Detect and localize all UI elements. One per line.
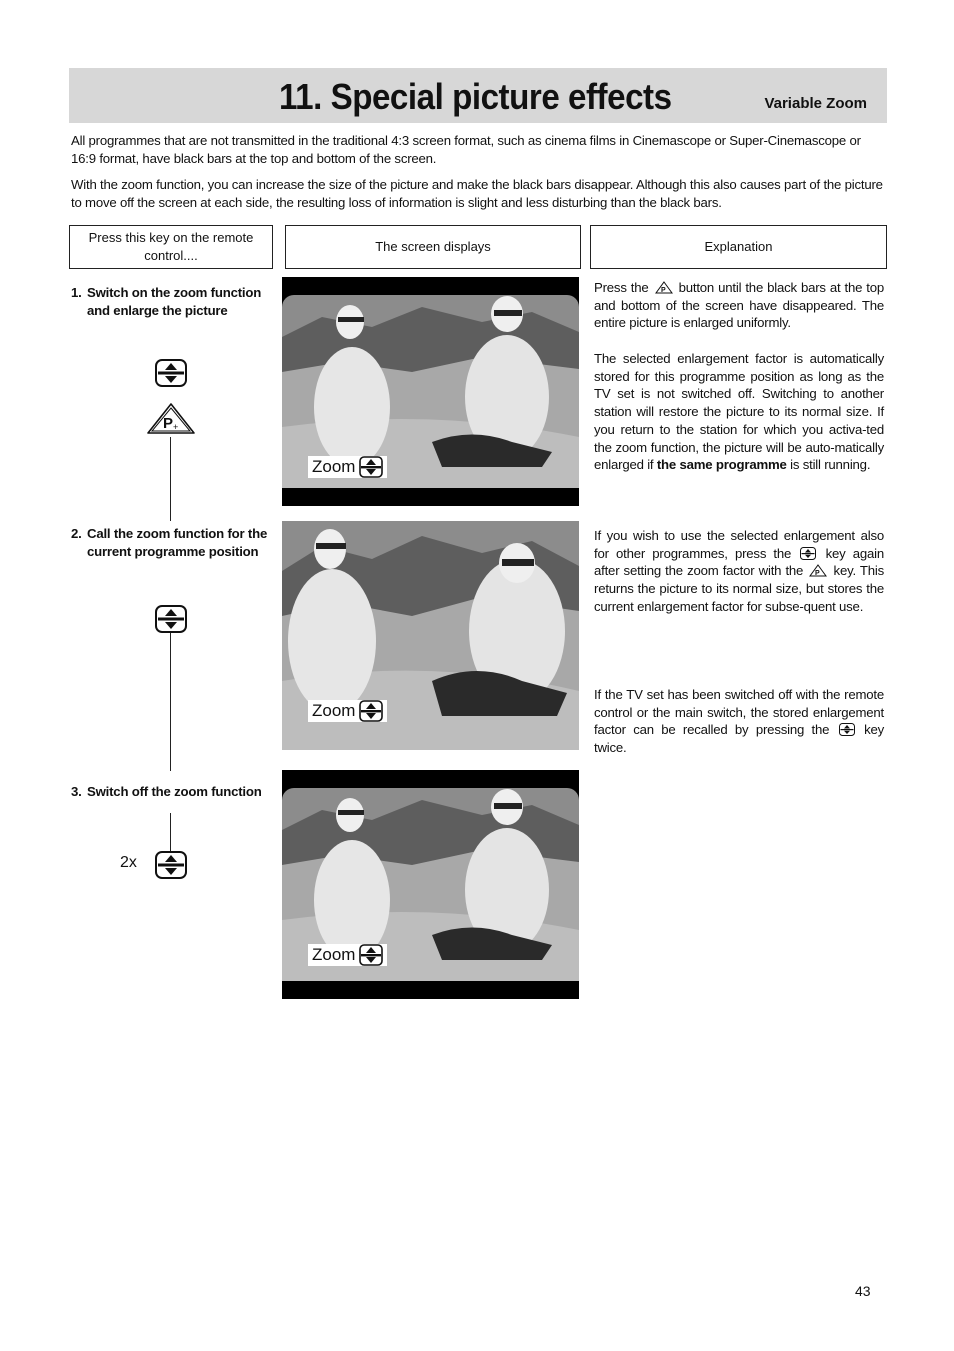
zoom-osd-text: Zoom (312, 701, 356, 720)
explanation-2-text-a: The selected enlargement factor is automatically stored for this programme position as long as the TV set is not switched off. Switching to another station will restore the picture to its normal size. If you return to the station for which you activa-ted the zoom function, the picture will be auto-matically enlarged if (594, 351, 884, 473)
zoom-osd-label (308, 944, 387, 966)
svg-text:+: + (173, 422, 179, 432)
zoom-key-icon (359, 456, 383, 478)
explanation-4 (594, 686, 884, 757)
press-twice-label: 2x (120, 854, 137, 871)
zoom-osd-text: Zoom (312, 457, 356, 476)
column-header-screen (285, 225, 581, 269)
explanation-2-text-b: is still running. (790, 457, 871, 473)
column-header-explanation (590, 225, 887, 269)
step-1-connector (170, 437, 171, 521)
explanation-3 (594, 527, 884, 616)
explanation-3-text-b: key again after setting the zoom factor with the (594, 545, 885, 579)
svg-text:P: P (163, 415, 174, 432)
step-2-connector (170, 633, 171, 771)
step-1-text: Switch on the zoom function and enlarge the picture (87, 285, 262, 318)
programme-up-key-icon (809, 564, 827, 577)
zoom-key-icon (155, 851, 187, 879)
zoom-osd-label (308, 456, 387, 478)
step-3-text: Switch off the zoom function (87, 784, 262, 799)
step-2 (71, 525, 275, 560)
svg-text:P: P (660, 287, 666, 294)
step-3 (71, 783, 275, 801)
title-bar (69, 68, 887, 123)
explanation-2-bold: the same programme (656, 457, 787, 473)
programme-up-key-icon (655, 281, 673, 294)
explanation-4-text-b: key twice. (594, 722, 885, 756)
explanation-3-text-c: key. This returns the picture to its normal size, but stores the current enlargement factor for subse-quent use. (594, 563, 884, 614)
intro-paragraph-1: All programmes that are not transmitted in the traditional 4:3 screen format, such as cinema films in Cinemascope or Super-Cinemascope or 16:9 format, have black bars at the top and bottom of the screen. (71, 133, 861, 166)
column-header-screen-text: The screen displays (375, 239, 491, 254)
explanation-1-text-a: Press the (594, 280, 649, 295)
zoom-key-icon (155, 605, 187, 633)
zoom-key-icon (359, 700, 383, 722)
explanation-1-text-b: button until the black bars at the top and bottom of the screen have disappeared. The entire picture is enlarged uniformly. (594, 280, 885, 331)
intro-paragraph-2: With the zoom function, you can increase the size of the picture and make the black bars disappear. Although this also causes part of the picture to move off the screen at each side, the resulting loss of information is slight and less disturbing than the black bars. (71, 177, 883, 210)
section-subtitle: Variable Zoom (764, 95, 867, 112)
step-3-connector (170, 813, 171, 851)
zoom-key-icon (800, 547, 816, 560)
column-header-explanation-text: Explanation (704, 239, 773, 254)
explanation-3-text-a: If you wish to use the selected enlargement also for other programmes, press the (594, 528, 884, 561)
zoom-key-icon (839, 723, 855, 736)
tv-screen-zoom-off (282, 770, 579, 999)
tv-screen-zoom-full (282, 521, 579, 750)
step-2-text: Call the zoom function for the current programme position (87, 526, 268, 559)
step-3-number: 3. (71, 784, 82, 799)
column-header-key (69, 225, 273, 269)
explanation-1 (594, 279, 884, 332)
step-2-number: 2. (71, 526, 82, 541)
step-1 (71, 284, 275, 319)
programme-up-key-icon (146, 402, 196, 436)
step-1-number: 1. (71, 285, 82, 300)
zoom-key-icon (155, 359, 187, 387)
svg-text:P: P (815, 570, 820, 578)
tv-screen-zoom-on (282, 277, 579, 506)
zoom-osd-text: Zoom (312, 945, 356, 964)
page-number: 43 (855, 1283, 871, 1299)
page-title: 11. Special picture effects (279, 76, 672, 117)
explanation-4-text-a: If the TV set has been switched off with the remote control or the main switch, the stored enlargement factor can be recalled by pressing the (594, 687, 884, 738)
zoom-key-icon (359, 944, 383, 966)
column-header-key-text: Press this key on the remote control.... (88, 230, 254, 263)
explanation-2 (594, 350, 884, 474)
zoom-osd-label (308, 700, 387, 722)
